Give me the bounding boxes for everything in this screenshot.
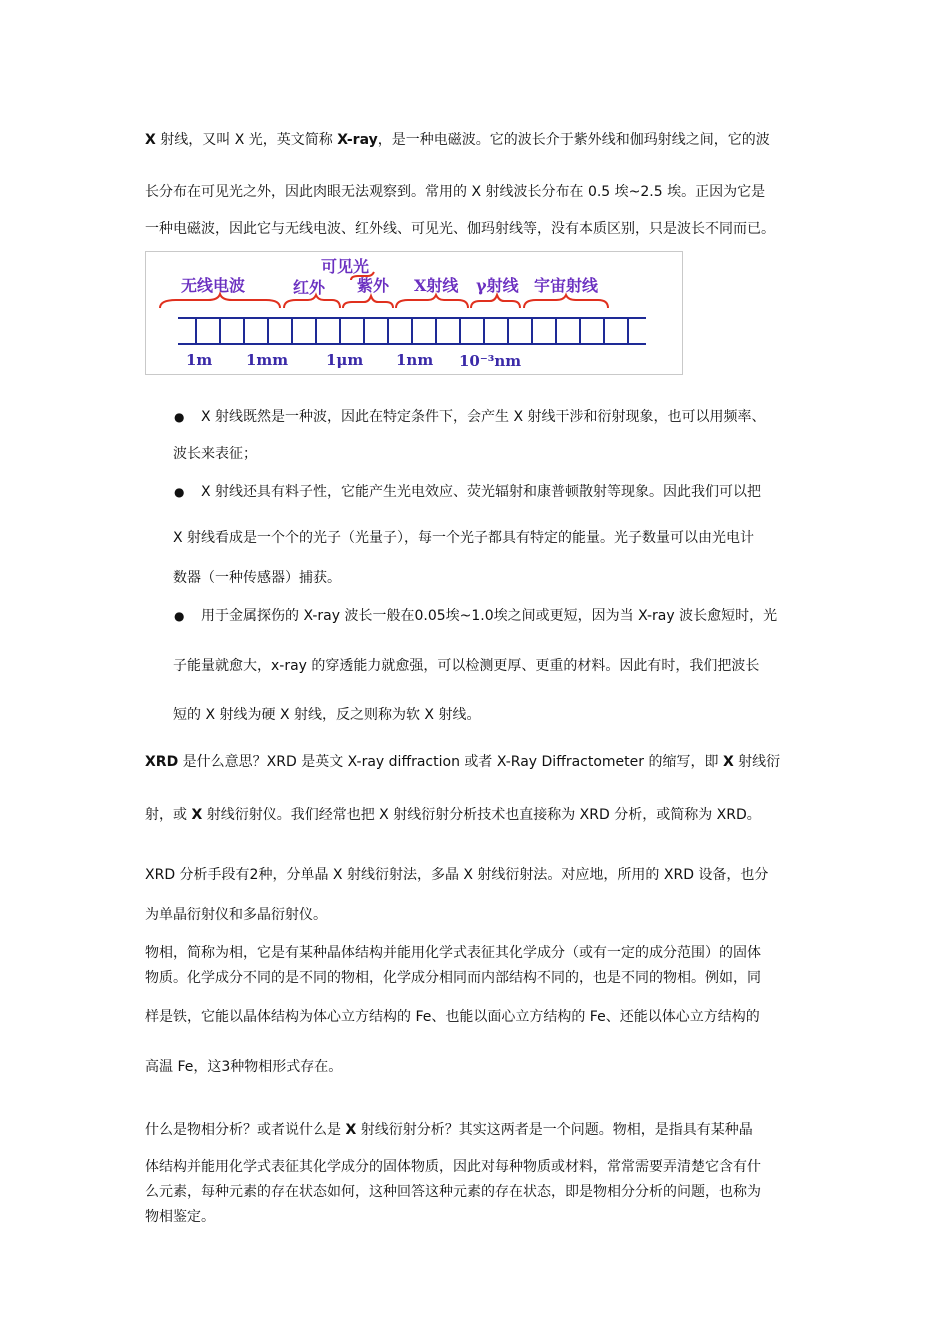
text-run: 射线衍射仪。我们经常也把 X 射线衍射分析技术也直接称为 XRD 分析，或简称为 XRD。 [202,807,761,823]
bullet-2-line-3: 数器（一种传感器）捕获。 [173,570,341,586]
band-label-xray: X射线 [414,276,459,295]
brace-gamma [471,295,520,308]
brace-xray [396,295,468,308]
bullet-3-line-3: 短的 X 射线为硬 X 射线，反之则称为软 X 射线。 [173,707,481,723]
bullet-3-line-2: 子能量就愈大，x-ray 的穿透能力就愈强，可以检测更厚、更重的材料。因此有时，我们把波长 [173,658,760,674]
para-phase-line-4: 高温 Fe，这3种物相形式存在。 [145,1059,343,1075]
band-label-radio: 无线电波 [181,276,246,295]
band-label-visible: 可见光 [321,257,370,276]
para-analysis-line-1 [145,1120,753,1140]
para-xrd-line-2 [145,805,761,825]
para-phase-line-3: 样是铁，它能以晶体结构为体心立方结构的 Fe、也能以面心立方结构的 Fe、还能以体心立方结构的 [145,1009,760,1025]
bullet-2-line-2: X 射线看成是一个个的光子（光量子），每一个光子都具有特定的能量。光子数量可以由光电计 [173,530,755,546]
bold-xray: X-ray [337,132,378,148]
bullet-3-line-1: 用于金属探伤的 X-ray 波长一般在0.05埃~1.0埃之间或更短，因为当 X-ray 波长愈短时，光 [201,608,778,624]
bullet-dot: ● [174,410,185,424]
bullet-1-line-1: X 射线既然是一种波，因此在特定条件下，会产生 X 射线干涉和衍射现象，也可以用频率、 [201,409,766,425]
text-run: ，是一种电磁波。它的波长介于紫外线和伽玛射线之间，它的波 [377,132,770,148]
para-phase-line-1: 物相，简称为相，它是有某种晶体结构并能用化学式表征其化学成分（或有一定的成分范围）的固体 [145,945,761,961]
scale-bar [178,318,646,344]
bullet-dot: ● [174,609,185,623]
bullet-1-line-2: 波长来表征； [173,446,257,462]
band-label-infrared: 红外 [293,278,326,297]
text-run: 什么是物相分析？或者说什么是 [145,1122,346,1138]
bold-x: X [191,807,203,823]
para-methods-line-1: XRD 分析手段有2种，分单晶 X 射线衍射法，多晶 X 射线衍射法。对应地，所用的 XRD 设备，也分 [145,867,769,883]
bold-x: X [722,754,734,770]
band-label-gamma: γ射线 [476,276,519,295]
em-spectrum-figure [145,251,683,375]
band-label-cosmic: 宇宙射线 [534,276,599,295]
scale-label-1um: 1μm [326,351,364,369]
scale-label-1mm: 1mm [246,351,289,369]
para-analysis-line-2: 体结构并能用化学式表征其化学成分的固体物质，因此对每种物质或材料，常常需要弄清楚它含有什 [145,1159,761,1175]
text-run: 是什么意思？XRD 是英文 X-ray diffraction 或者 X-Ray Diffractometer 的缩写，即 [178,754,723,770]
text-run: 射线衍射分析？其实这两者是一个问题。物相，是指具有某种晶 [356,1122,753,1138]
text-run: 射线，又叫 X 光，英文简称 [155,132,338,148]
para-analysis-line-4: 物相鉴定。 [145,1209,215,1225]
bullet-dot: ● [174,485,185,499]
para-xray-line-1 [145,130,770,150]
brace-radio [160,294,280,308]
scale-label-1m: 1m [186,351,213,369]
scale-label-1e-3nm: 10⁻³nm [459,352,522,370]
para-xrd-line-1 [145,752,780,772]
para-xray-line-3: 一种电磁波，因此它与无线电波、红外线、可见光、伽玛射线等，没有本质区别，只是波长不同而已。 [145,221,775,237]
em-spectrum-diagram [146,252,684,376]
bold-xrd: XRD [145,754,179,770]
para-methods-line-2: 为单晶衍射仪和多晶衍射仪。 [145,907,327,923]
brace-uv [343,296,393,308]
para-analysis-line-3: 么元素，每种元素的存在状态如何，这种回答这种元素的存在状态，即是物相分分析的问题，也称为 [145,1184,761,1200]
bullet-2-line-1: X 射线还具有料子性，它能产生光电效应、荧光辐射和康普顿散射等现象。因此我们可以把 [201,484,762,500]
para-phase-line-2: 物质。化学成分不同的是不同的物相，化学成分相同而内部结构不同的，也是不同的物相。例如，同 [145,970,761,986]
text-run: 射，或 [145,807,192,823]
band-label-uv: 紫外 [357,276,390,295]
brace-cosmic [524,295,608,308]
text-run: 射线衍 [733,754,781,770]
para-xray-line-2: 长分布在可见光之外，因此肉眼无法观察到。常用的 X 射线波长分布在 0.5 埃~2.5 埃。正因为它是 [145,184,766,200]
scale-label-1nm: 1nm [396,351,434,369]
bold-x: X [145,132,156,148]
bold-x: X [345,1122,357,1138]
